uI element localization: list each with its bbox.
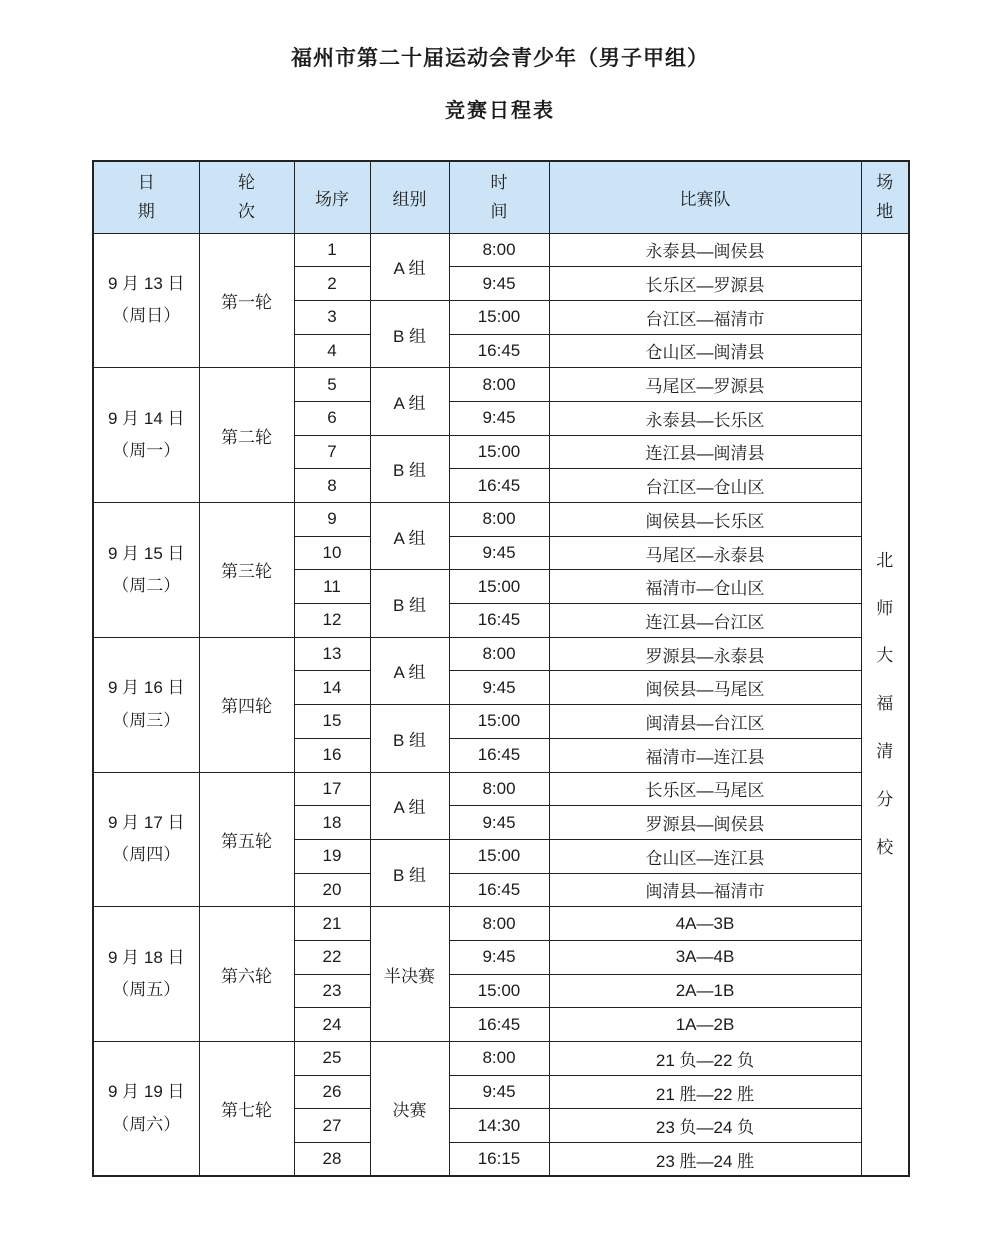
- match-no-cell: 6: [294, 401, 370, 435]
- group-cell: A 组: [370, 772, 449, 839]
- group-cell: 半决赛: [370, 907, 449, 1042]
- weekday-text: （周四）: [112, 845, 181, 865]
- schedule-row: [93, 503, 909, 537]
- time-cell: 15:00: [449, 300, 549, 334]
- match-no-cell: 22: [294, 940, 370, 974]
- date-text: 9 月 17 日: [107, 813, 185, 833]
- header-match: [294, 161, 370, 233]
- match-no-cell: 4: [294, 334, 370, 368]
- match-no-cell: 3: [294, 300, 370, 334]
- time-cell: 16:45: [449, 469, 549, 503]
- match-no-cell: 25: [294, 1042, 370, 1076]
- venue-cell: [861, 233, 909, 1176]
- date-cell: [93, 907, 199, 1042]
- match-no-cell: 7: [294, 435, 370, 469]
- page-title: 福州市第二十届运动会青少年（男子甲组）: [291, 47, 709, 70]
- match-no-cell: 21: [294, 907, 370, 941]
- header-time-label: 时间: [490, 172, 508, 222]
- teams-cell: 福清市—连江县: [549, 738, 861, 772]
- teams-cell: 4A—3B: [549, 907, 861, 941]
- group-cell: A 组: [370, 233, 449, 300]
- date-cell: [93, 503, 199, 638]
- teams-cell: 仓山区—闽清县: [549, 334, 861, 368]
- time-cell: 8:00: [449, 1042, 549, 1076]
- teams-cell: 闽侯县—马尾区: [549, 671, 861, 705]
- header-teams-label: 比赛队: [679, 189, 731, 209]
- group-cell: B 组: [370, 300, 449, 367]
- time-cell: 9:45: [449, 1075, 549, 1109]
- teams-cell: 闽清县—福清市: [549, 873, 861, 907]
- time-cell: 9:45: [449, 671, 549, 705]
- venue-text: 北师大福清分校: [876, 550, 894, 858]
- group-cell: B 组: [370, 839, 449, 906]
- time-cell: 15:00: [449, 435, 549, 469]
- time-cell: 15:00: [449, 570, 549, 604]
- group-cell: A 组: [370, 503, 449, 570]
- weekday-text: （周六）: [112, 1114, 181, 1134]
- time-cell: 15:00: [449, 839, 549, 873]
- match-no-cell: 16: [294, 738, 370, 772]
- match-no-cell: 23: [294, 974, 370, 1008]
- teams-cell: 福清市—仓山区: [549, 570, 861, 604]
- match-no-cell: 9: [294, 503, 370, 537]
- weekday-text: （周日）: [112, 306, 181, 326]
- teams-cell: 台江区—仓山区: [549, 469, 861, 503]
- match-no-cell: 26: [294, 1075, 370, 1109]
- weekday-text: （周一）: [112, 441, 181, 461]
- teams-cell: 长乐区—马尾区: [549, 772, 861, 806]
- teams-cell: 连江县—闽清县: [549, 435, 861, 469]
- teams-cell: 罗源县—闽侯县: [549, 806, 861, 840]
- time-cell: 9:45: [449, 401, 549, 435]
- time-cell: 16:45: [449, 1008, 549, 1042]
- teams-cell: 21 负—22 负: [549, 1042, 861, 1076]
- header-round-label: 轮次: [237, 172, 255, 222]
- teams-cell: 长乐区—罗源县: [549, 267, 861, 301]
- match-no-cell: 19: [294, 839, 370, 873]
- header-row: [93, 161, 909, 233]
- teams-cell: 3A—4B: [549, 940, 861, 974]
- schedule-row: [93, 637, 909, 671]
- teams-cell: 21 胜—22 胜: [549, 1075, 861, 1109]
- round-cell: 第二轮: [199, 368, 294, 503]
- teams-cell: 永泰县—闽侯县: [549, 233, 861, 267]
- round-cell: 第七轮: [199, 1042, 294, 1177]
- match-no-cell: 12: [294, 604, 370, 638]
- weekday-text: （周三）: [112, 710, 181, 730]
- header-match-label: 场序: [315, 189, 349, 209]
- date-text: 9 月 19 日: [107, 1082, 185, 1102]
- teams-cell: 1A—2B: [549, 1008, 861, 1042]
- date-text: 9 月 15 日: [107, 543, 185, 563]
- schedule-row: [93, 1042, 909, 1076]
- page-subtitle: 竞赛日程表: [445, 100, 555, 122]
- date-cell: [93, 637, 199, 772]
- header-round: [199, 161, 294, 233]
- teams-cell: 2A—1B: [549, 974, 861, 1008]
- date-text: 9 月 18 日: [107, 947, 185, 967]
- time-cell: 8:00: [449, 368, 549, 402]
- header-group-label: 组别: [392, 189, 427, 209]
- teams-cell: 罗源县—永泰县: [549, 637, 861, 671]
- date-text: 9 月 13 日: [107, 274, 185, 294]
- match-no-cell: 20: [294, 873, 370, 907]
- time-cell: 14:30: [449, 1109, 549, 1143]
- teams-cell: 台江区—福清市: [549, 300, 861, 334]
- header-group: [370, 161, 449, 233]
- match-no-cell: 13: [294, 637, 370, 671]
- match-no-cell: 2: [294, 267, 370, 301]
- header-date: [93, 161, 199, 233]
- group-cell: B 组: [370, 570, 449, 637]
- date-cell: [93, 772, 199, 907]
- header-venue: [861, 161, 909, 233]
- teams-cell: 连江县—台江区: [549, 604, 861, 638]
- time-cell: 9:45: [449, 267, 549, 301]
- time-cell: 16:45: [449, 738, 549, 772]
- time-cell: 9:45: [449, 536, 549, 570]
- schedule-row: [93, 233, 909, 267]
- header-venue-label: 场地: [876, 172, 894, 222]
- header-date-label: 日期: [137, 172, 155, 222]
- teams-cell: 永泰县—长乐区: [549, 401, 861, 435]
- round-cell: 第三轮: [199, 503, 294, 638]
- weekday-text: （周五）: [112, 980, 181, 1000]
- group-cell: B 组: [370, 435, 449, 502]
- time-cell: 16:45: [449, 334, 549, 368]
- teams-cell: 马尾区—罗源县: [549, 368, 861, 402]
- match-no-cell: 17: [294, 772, 370, 806]
- date-text: 9 月 14 日: [107, 408, 185, 428]
- match-no-cell: 10: [294, 536, 370, 570]
- match-no-cell: 8: [294, 469, 370, 503]
- match-no-cell: 27: [294, 1109, 370, 1143]
- header-time: [449, 161, 549, 233]
- match-no-cell: 5: [294, 368, 370, 402]
- teams-cell: 仓山区—连江县: [549, 839, 861, 873]
- group-cell: 决赛: [370, 1042, 449, 1177]
- time-cell: 8:00: [449, 233, 549, 267]
- match-no-cell: 18: [294, 806, 370, 840]
- time-cell: 9:45: [449, 806, 549, 840]
- teams-cell: 马尾区—永泰县: [549, 536, 861, 570]
- round-cell: 第五轮: [199, 772, 294, 907]
- match-no-cell: 11: [294, 570, 370, 604]
- time-cell: 9:45: [449, 940, 549, 974]
- round-cell: 第一轮: [199, 233, 294, 368]
- match-no-cell: 1: [294, 233, 370, 267]
- time-cell: 15:00: [449, 974, 549, 1008]
- teams-cell: 闽侯县—长乐区: [549, 503, 861, 537]
- match-no-cell: 24: [294, 1008, 370, 1042]
- schedule-row: [93, 907, 909, 941]
- time-cell: 16:15: [449, 1143, 549, 1177]
- teams-cell: 闽清县—台江区: [549, 705, 861, 739]
- group-cell: B 组: [370, 705, 449, 772]
- schedule-row: [93, 772, 909, 806]
- group-cell: A 组: [370, 637, 449, 704]
- time-cell: 15:00: [449, 705, 549, 739]
- schedule-row: [93, 368, 909, 402]
- time-cell: 8:00: [449, 503, 549, 537]
- time-cell: 8:00: [449, 907, 549, 941]
- teams-cell: 23 胜—24 胜: [549, 1143, 861, 1177]
- round-cell: 第四轮: [199, 637, 294, 772]
- group-cell: A 组: [370, 368, 449, 435]
- time-cell: 16:45: [449, 873, 549, 907]
- round-cell: 第六轮: [199, 907, 294, 1042]
- teams-cell: 23 负—24 负: [549, 1109, 861, 1143]
- time-cell: 8:00: [449, 637, 549, 671]
- time-cell: 16:45: [449, 604, 549, 638]
- date-cell: [93, 368, 199, 503]
- date-cell: [93, 1042, 199, 1177]
- schedule-table: [92, 160, 910, 1177]
- date-text: 9 月 16 日: [107, 678, 185, 698]
- header-teams: [549, 161, 861, 233]
- match-no-cell: 14: [294, 671, 370, 705]
- time-cell: 8:00: [449, 772, 549, 806]
- date-cell: [93, 233, 199, 368]
- match-no-cell: 15: [294, 705, 370, 739]
- match-no-cell: 28: [294, 1143, 370, 1177]
- weekday-text: （周二）: [112, 575, 181, 595]
